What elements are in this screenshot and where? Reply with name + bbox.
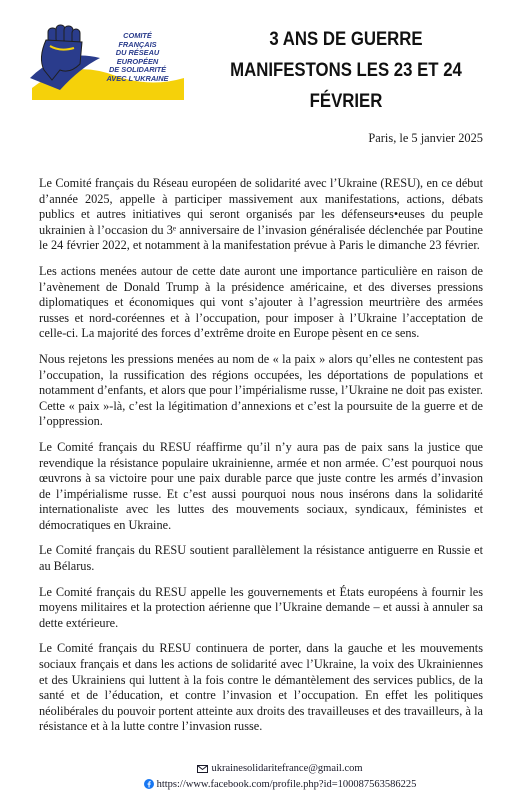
paragraph: Les actions menées autour de cette date auront une importance particulière en raison de l’avènement de Donald Trump à la présidence américaine, et des diverses pressions diplomatiques et économiques qui vont s’ajouter à l’agression meurtrière des armées russes et nord-coréennes et à l’occupation, pour imposer à l’Ukraine l’acceptation de celle-ci. La majorité des forces d’extrême droite en Europe pèsent en ce sens. [39,263,483,341]
email-link[interactable]: ukrainesolidaritefrance@gmail.com [211,763,363,774]
logo-line: FRANÇAIS [118,39,157,49]
headline-line-2: MANIFESTONS LES 23 ET 24 FÉVRIER [230,59,462,112]
headline [217,24,475,117]
headline-line-1: 3 ANS DE GUERRE [269,28,423,50]
paragraph: Le Comité français du RESU soutient parallèlement la résistance antiguerre en Russie et au Bélarus. [39,543,483,574]
facebook-link[interactable]: https://www.facebook.com/profile.php?id=100087563586225 [156,779,417,790]
logo-line: EUROPÉEN [116,56,159,66]
paragraph: Le Comité français du RESU appelle les gouvernements et États européens à fournir les moyens militaires et la protection aérienne que l’Ukraine demande – et aussi à annuler sa dette extérieure. [39,584,483,630]
facebook-line [130,778,430,794]
paragraph: Le Comité français du Réseau européen de solidarité avec l’Ukraine (RESU), en ce début d’année 2025, appelle à participer massivement aux manifestations, actions, débats publics et autres initiatives qui seront organisés par les défenseurs•euses du peuple ukrainien à l’occasion du 3ᵉ anniversaire de l’invasion généralisée déclenchée par Poutine le 24 février 2022, et notamment à la manifestation prévue à Paris le dimanche 23 février. [39,176,483,253]
logo-text [90,32,185,84]
facebook-icon [144,779,154,794]
logo-line: AVEC L'UKRAINE [106,73,169,83]
resu-logo [30,18,186,100]
logo-line: DE SOLIDARITÉ [108,65,167,75]
date-line: Paris, le 5 janvier 2025 [368,131,483,145]
paragraph: Le Comité français du RESU réaffirme qu’il n’y aura pas de paix sans la justice que revendique la résistance populaire ukrainienne, armée et non armée. C’est pourquoi nous œuvrons à sa victoire pour une paix durable parce que juste contre les armés d’invasion de l’impérialisme russe. Et c’est aussi pourquoi nous nous insérons dans la solidarité internationaliste avec les luttes des mouvements sociaux, syndicaux, féministes et démocratiques en Ukraine. [39,439,483,532]
logo-line: COMITÉ [123,31,152,40]
logo-line: DU RÉSEAU [115,48,160,58]
paragraph: Nous rejetons les pressions menées au nom de « la paix » alors qu’elles ne contestent pas l’occupation, la russification des régions occupées, les déportations de populations et notamment d’enfants, et alors que pour l’impérialisme russe, l’Ukraine ne doit pas exister. Cette « paix »-là, c’est la légitimation d’annexions et c’est la poursuite de la guerre et de l’oppression. [39,351,483,429]
paragraph: Le Comité français du RESU continuera de porter, dans la gauche et les mouvements sociaux français et dans les actions de solidarité avec l’Ukraine, la voix des Ukrainiennes et des Ukrainiens qui luttent à la fois contre le démantèlement des services publics, de la santé et de l’éducation, et contre l’invasion et l’occupation. En effet les politiques néolibérales du pouvoir portent atteinte aux droits des travailleuses et des travailleurs, à la résistance et à la lutte contre l’invasion russe. [39,641,483,734]
envelope-icon [197,764,208,778]
email-line [130,762,430,778]
contact-footer [130,762,430,794]
letter-body [39,176,483,745]
